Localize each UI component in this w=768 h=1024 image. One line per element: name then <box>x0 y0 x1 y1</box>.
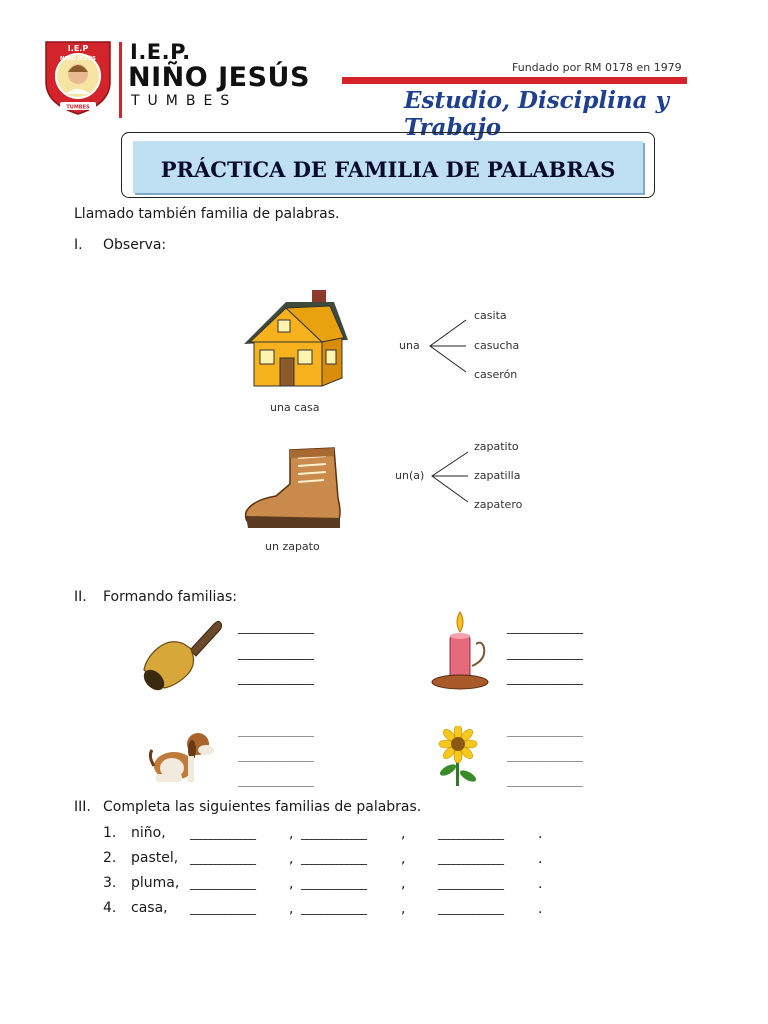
exercise-blank[interactable]: _____________ <box>190 876 255 890</box>
bell-blank-1[interactable]: _______________ <box>238 620 313 634</box>
page-title: PRÁCTICA DE FAMILIA DE PALABRAS <box>160 157 616 182</box>
candle-blank-1[interactable]: _______________ <box>507 620 582 634</box>
crest-top-text: I.E.P <box>67 44 89 53</box>
dog-illustration <box>146 726 216 786</box>
bell-blank-2[interactable]: _______________ <box>238 646 313 660</box>
section2-heading: Formando familias: <box>103 589 238 605</box>
section2-numeral: II. <box>74 589 87 605</box>
boot-word-3: zapatero <box>474 498 523 511</box>
exercise-blank[interactable]: _____________ <box>301 851 366 865</box>
exercise-blank[interactable]: _____________ <box>190 901 255 915</box>
comma: , <box>401 876 406 892</box>
comma: , <box>401 901 406 917</box>
boot-word-1: zapatito <box>474 440 519 453</box>
period: . <box>538 826 543 842</box>
dog-blank-3[interactable]: _______________ <box>238 773 313 787</box>
header-red-stripe <box>342 77 687 84</box>
school-motto: Estudio, Disciplina y Trabajo <box>404 87 669 141</box>
candle-illustration <box>430 610 492 692</box>
section1-numeral: I. <box>74 237 83 253</box>
bell-blank-3[interactable]: _______________ <box>238 671 313 685</box>
boot-caption: un zapato <box>265 540 320 553</box>
house-word-2: casucha <box>474 339 520 352</box>
exercise-blank[interactable]: _____________ <box>301 901 366 915</box>
exercise-word: casa, <box>131 900 168 916</box>
comma: , <box>289 826 294 842</box>
boot-word-2: zapatilla <box>474 469 521 482</box>
exercise-word: niño, <box>131 825 166 841</box>
exercise-word: pluma, <box>131 875 180 891</box>
house-branch-lines <box>428 312 468 378</box>
boot-illustration <box>242 444 346 532</box>
house-article: una <box>399 339 420 352</box>
comma: , <box>289 851 294 867</box>
section1-heading: Observa: <box>103 237 167 253</box>
sunflower-blank-2[interactable]: _______________ <box>507 748 582 762</box>
period: . <box>538 901 543 917</box>
dog-blank-2[interactable]: _______________ <box>238 748 313 762</box>
school-name: NIÑO JESÚS <box>128 62 310 93</box>
comma: , <box>401 826 406 842</box>
candle-blank-3[interactable]: _______________ <box>507 671 582 685</box>
exercise-number: 1. <box>103 825 117 841</box>
intro-text: Llamado también familia de palabras. <box>74 206 340 222</box>
exercise-number: 4. <box>103 900 117 916</box>
period: . <box>538 851 543 867</box>
founded-note: Fundado por RM 0178 en 1979 <box>512 61 682 74</box>
crest-bottom-text: TUMBES <box>66 104 90 111</box>
exercise-blank[interactable]: _____________ <box>438 876 503 890</box>
house-word-1: casita <box>474 309 507 322</box>
school-crest-logo <box>42 38 114 116</box>
exercise-word: pastel, <box>131 850 179 866</box>
section3-numeral: III. <box>74 799 91 815</box>
exercise-number: 3. <box>103 875 117 891</box>
header-divider <box>119 42 122 118</box>
exercise-blank[interactable]: _____________ <box>190 851 255 865</box>
boot-article: un(a) <box>395 469 425 482</box>
house-word-3: caserón <box>474 368 518 381</box>
exercise-blank[interactable]: _____________ <box>190 826 255 840</box>
comma: , <box>289 901 294 917</box>
exercise-blank[interactable]: _____________ <box>438 826 503 840</box>
exercise-number: 2. <box>103 850 117 866</box>
house-caption: una casa <box>270 401 320 414</box>
dog-blank-1[interactable]: _______________ <box>238 723 313 737</box>
school-type: I.E.P. <box>130 40 191 64</box>
school-city: TUMBES <box>131 93 238 109</box>
sunflower-illustration <box>436 726 480 788</box>
comma: , <box>401 851 406 867</box>
exercise-blank[interactable]: _____________ <box>438 901 503 915</box>
boot-branch-lines <box>430 444 470 510</box>
period: . <box>538 876 543 892</box>
crest-ring-text: NIÑO JESÚS <box>59 56 97 62</box>
exercise-blank[interactable]: _____________ <box>438 851 503 865</box>
section3-heading: Completa las siguientes familias de palabras. <box>103 799 422 815</box>
house-illustration <box>240 286 352 392</box>
comma: , <box>289 876 294 892</box>
sunflower-blank-1[interactable]: _______________ <box>507 723 582 737</box>
sunflower-blank-3[interactable]: _______________ <box>507 773 582 787</box>
exercise-blank[interactable]: _____________ <box>301 826 366 840</box>
exercise-blank[interactable]: _____________ <box>301 876 366 890</box>
bell-illustration <box>140 618 226 694</box>
candle-blank-2[interactable]: _______________ <box>507 646 582 660</box>
